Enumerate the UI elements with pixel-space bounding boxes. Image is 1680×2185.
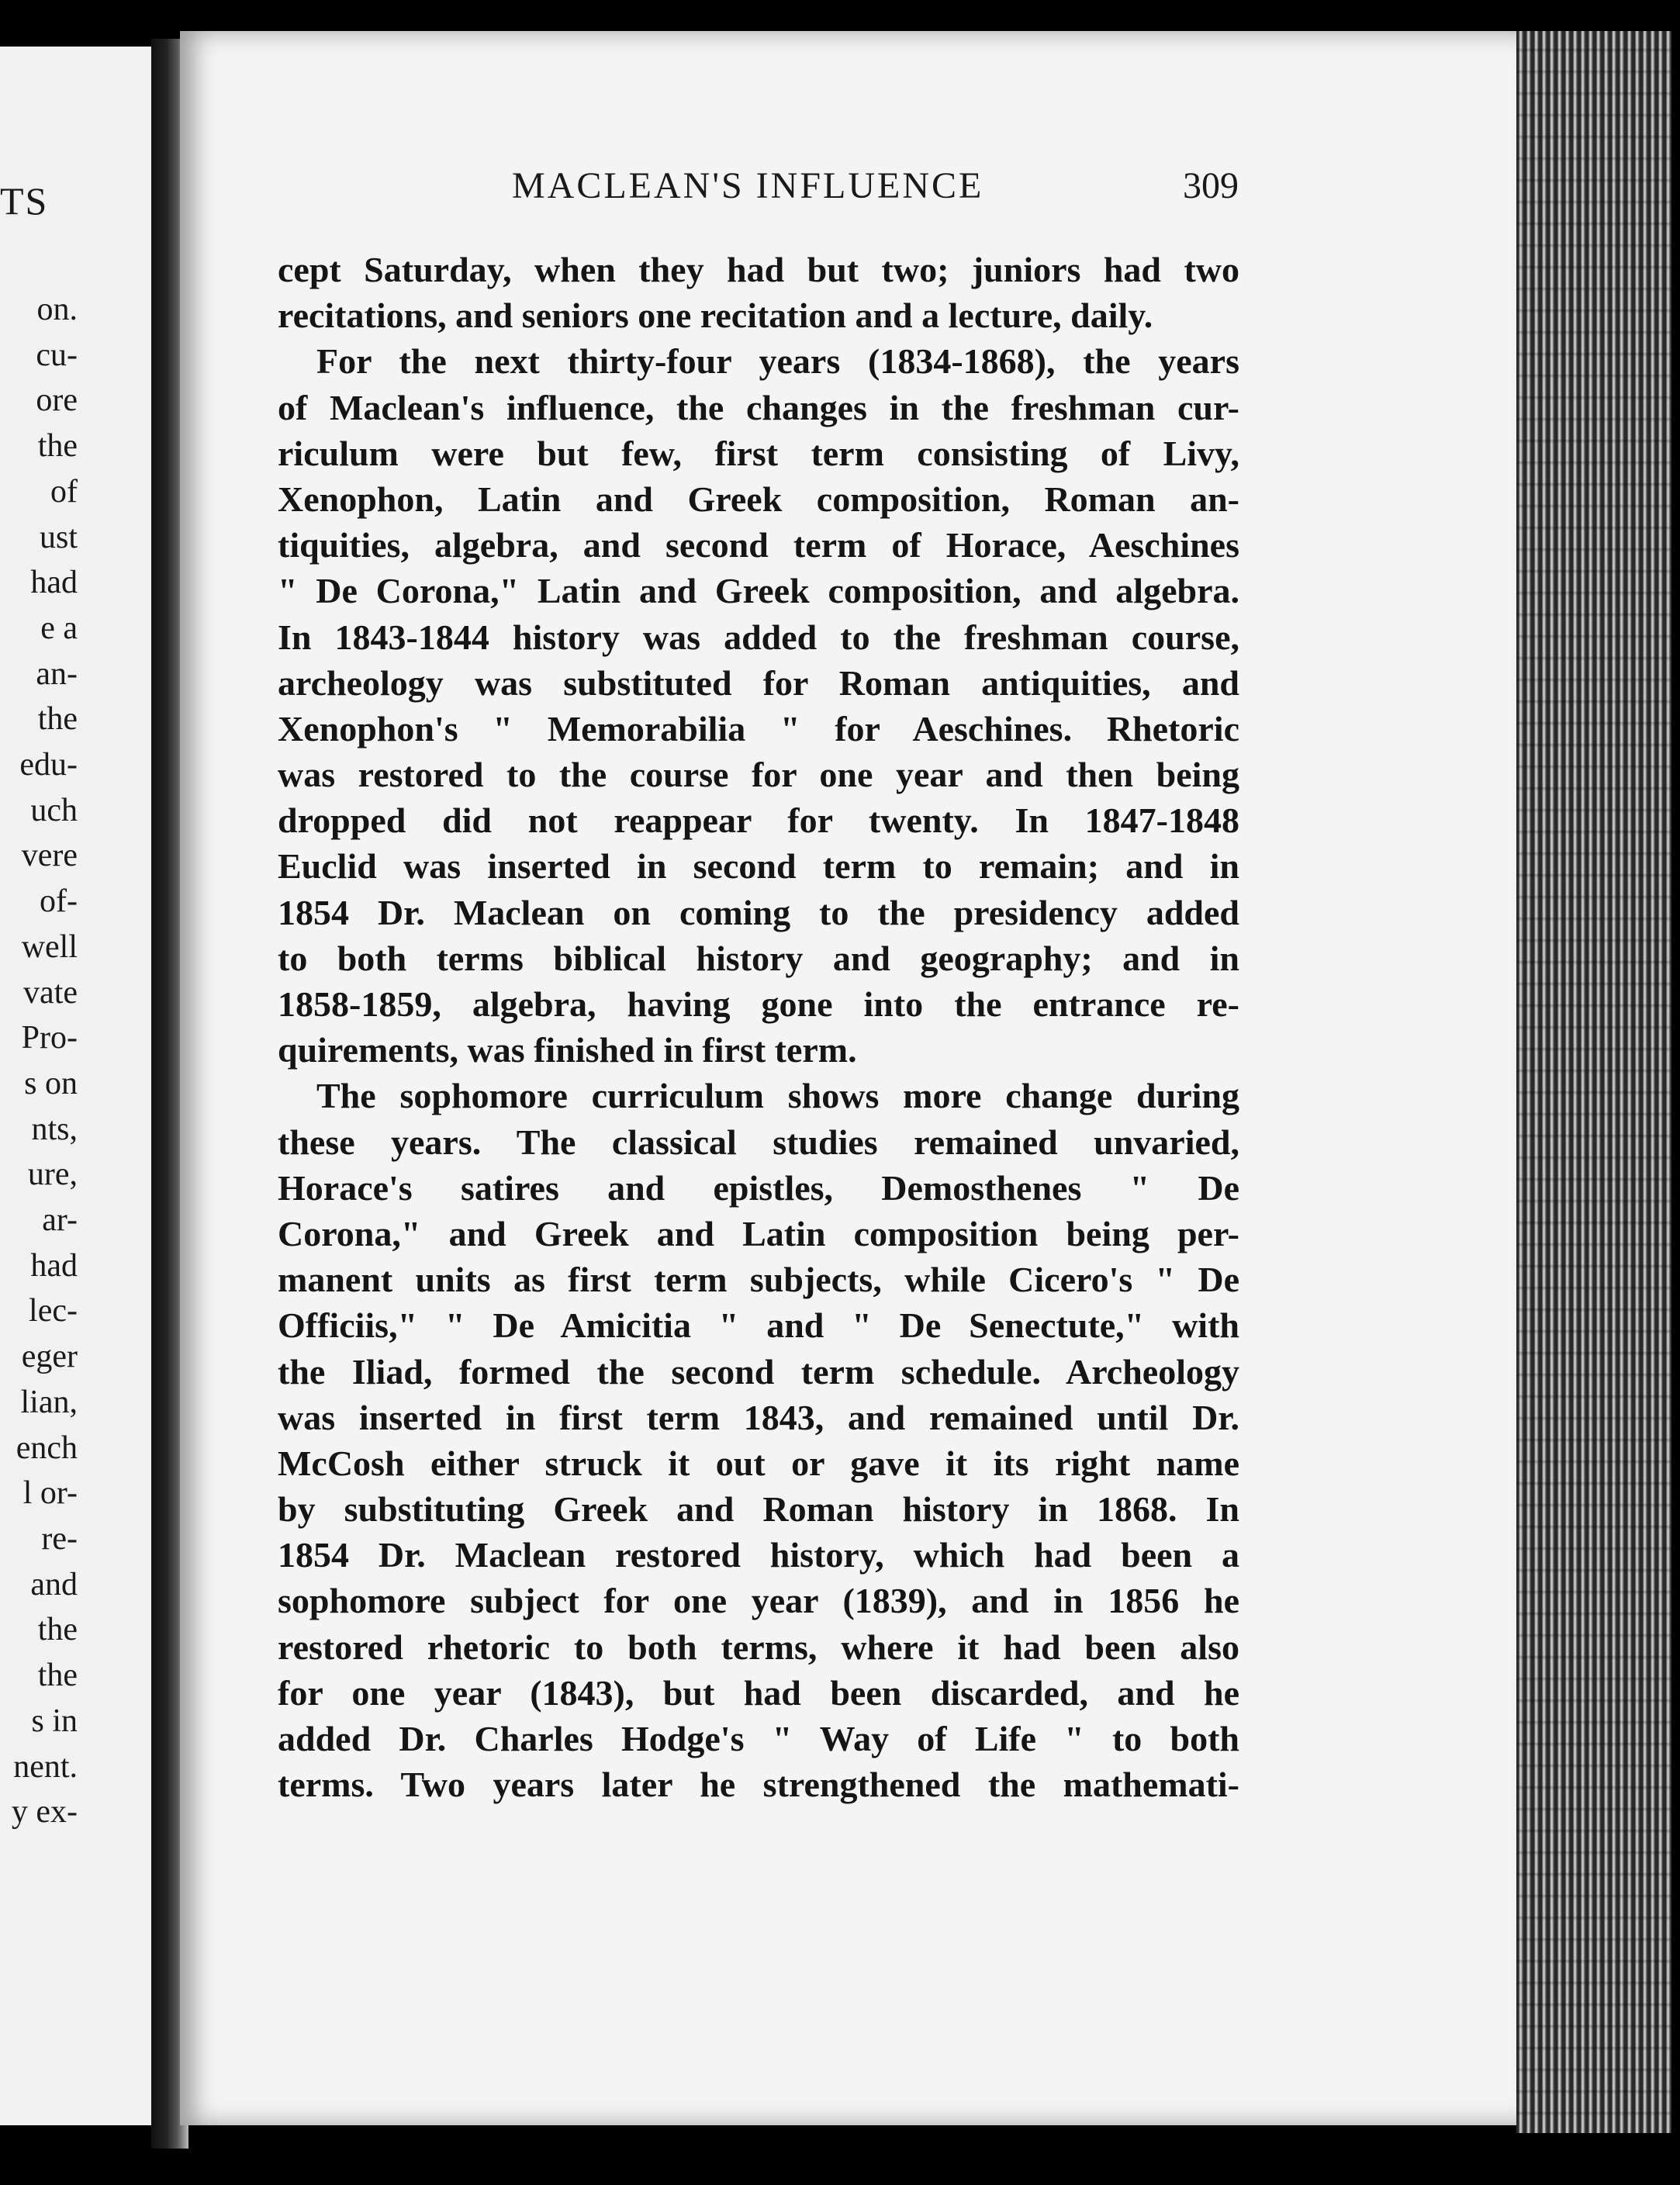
text-line: for one year (1843), but had been discarded, and he (278, 1672, 1239, 1713)
previous-page-line: the (37, 1658, 78, 1694)
text-line: For the next thirty-four years (1834-1868), the years (316, 341, 1239, 382)
previous-page-line: vate (23, 974, 78, 1011)
previous-page-line: the (37, 428, 78, 465)
previous-page-line: e a (40, 610, 78, 646)
text-line: quirements, was finished in first term. (278, 1030, 857, 1070)
previous-page-line: of- (40, 883, 78, 920)
previous-page-line: y ex- (11, 1794, 78, 1831)
text-line: manent units as first term subjects, while Cicero's " De (278, 1260, 1239, 1300)
previous-page-header-fragment: TS (0, 179, 49, 223)
previous-page-line: lec- (29, 1293, 78, 1329)
text-line: In 1843-1844 history was added to the freshman course, (278, 617, 1239, 657)
text-line: " De Corona," Latin and Greek composition, and algebra. (278, 571, 1239, 611)
previous-page-line: on. (36, 292, 78, 327)
text-line: to both terms biblical history and geography; and in (278, 938, 1239, 978)
text-line: tiquities, algebra, and second term of Horace, Aeschines (278, 525, 1239, 565)
text-line: Xenophon's " Memorabilia " for Aeschines. Rhetoric (278, 708, 1239, 749)
previous-page-line: lian, (20, 1384, 78, 1420)
previous-page-line: well (21, 928, 78, 965)
previous-page-line: ore (36, 382, 78, 419)
page-title: MACLEAN'S INFLUENCE (512, 165, 984, 206)
body-text (278, 247, 1239, 1807)
text-line: recitations, and seniors one recitation and a lecture, daily. (278, 296, 1153, 336)
text-line: the Iliad, formed the second term schedule. Archeology (278, 1351, 1239, 1392)
previous-page-line: edu- (19, 747, 78, 783)
page-edges (1516, 31, 1671, 2133)
previous-page-line: ure, (27, 1156, 78, 1193)
previous-page-line: uch (30, 792, 78, 828)
previous-page-line: an- (36, 655, 78, 692)
previous-page-line: of (50, 473, 78, 510)
text-line: Horace's satires and epistles, Demosthenes " De (278, 1167, 1239, 1208)
text-line: dropped did not reappear for twenty. In 1847-1848 (278, 800, 1239, 841)
previous-page-line: ar- (42, 1202, 78, 1239)
text-line: cept Saturday, when they had but two; juniors had two (278, 250, 1239, 289)
previous-page-line: l or- (22, 1475, 78, 1512)
previous-page-line: s in (31, 1703, 78, 1739)
previous-page-line: had (30, 565, 78, 601)
text-line: by substituting Greek and Roman history in 1868. In (278, 1489, 1239, 1530)
text-line: archeology was substituted for Roman antiquities, and (278, 662, 1239, 703)
page-number: 309 (1183, 165, 1239, 206)
text-line: terms. Two years later he strengthened the mathemati- (278, 1765, 1239, 1805)
text-line: The sophomore curriculum shows more change during (316, 1076, 1239, 1116)
text-line: of Maclean's influence, the changes in the freshman cur- (278, 387, 1239, 427)
previous-page (0, 47, 151, 2125)
text-line: was restored to the course for one year and then being (278, 755, 1239, 795)
text-line: sophomore subject for one year (1839), and in 1856 he (278, 1581, 1239, 1621)
previous-page-line: ench (16, 1430, 78, 1466)
previous-page-line: and (30, 1566, 78, 1602)
previous-page-line: s on (24, 1065, 78, 1101)
text-line: Euclid was inserted in second term to remain; and in (278, 846, 1239, 887)
previous-page-text-fragments (0, 287, 78, 1835)
previous-page-line: the (37, 701, 78, 738)
text-line: Officiis," " De Amicitia " and " De Senectute," with (278, 1305, 1239, 1346)
text-line: 1854 Dr. Maclean restored history, which had been a (278, 1535, 1239, 1575)
text-line: riculum were but few, first term consisting of Livy, (278, 433, 1239, 473)
previous-page-line: ust (39, 519, 78, 555)
text-line: McCosh either struck it out or gave it its right name (278, 1443, 1239, 1483)
previous-page-line: the (37, 1612, 78, 1648)
previous-page-line: Pro- (21, 1020, 78, 1056)
text-line: these years. The classical studies remained unvaried, (278, 1122, 1239, 1162)
text-line: was inserted in first term 1843, and remained until Dr. (278, 1397, 1239, 1437)
text-line: 1854 Dr. Maclean on coming to the presidency added (278, 892, 1239, 932)
previous-page-line: nent. (13, 1748, 78, 1785)
text-line: restored rhetoric to both terms, where it had been also (278, 1627, 1239, 1667)
previous-page-line: eger (21, 1339, 78, 1375)
previous-page-line: had (30, 1247, 78, 1284)
text-line: added Dr. Charles Hodge's " Way of Life " to both (278, 1719, 1239, 1758)
text-line: Xenophon, Latin and Greek composition, Roman an- (278, 479, 1239, 519)
text-line: 1858-1859, algebra, having gone into the entrance re- (278, 984, 1239, 1024)
previous-page-line: nts, (31, 1111, 78, 1147)
previous-page-line: cu- (36, 337, 78, 373)
text-line: Corona," and Greek and Latin composition being per- (278, 1213, 1239, 1253)
previous-page-line: vere (21, 838, 78, 874)
previous-page-line: re- (41, 1520, 78, 1557)
